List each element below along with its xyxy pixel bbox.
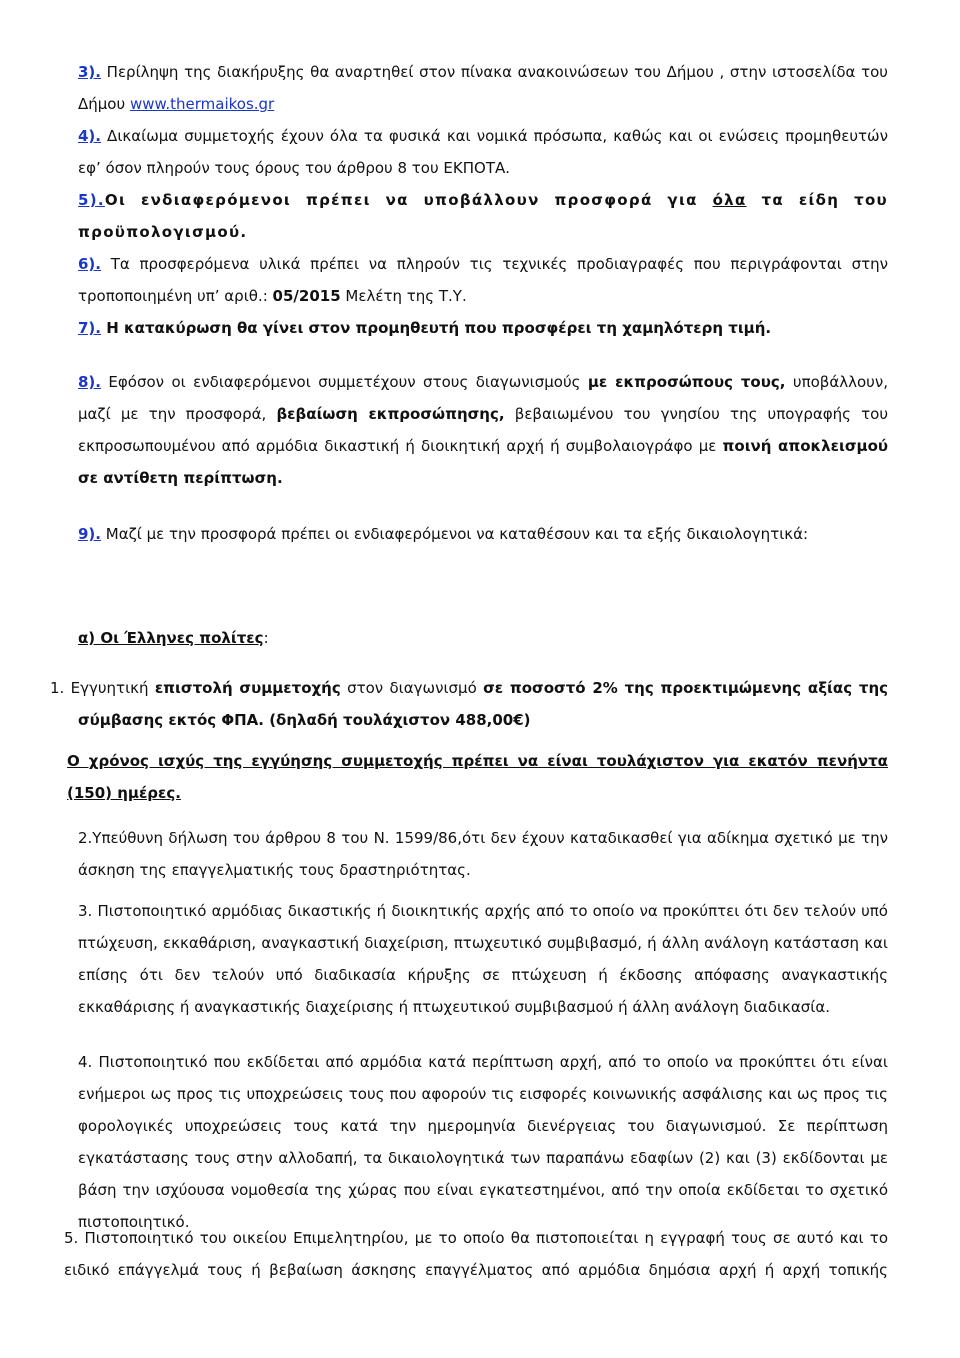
paragraph-number: 4).	[78, 127, 101, 145]
requirement-2: 2.Υπεύθυνη δήλωση του άρθρου 8 του Ν. 1599/86,ότι δεν έχουν καταδικασθεί για αδίκημα σχετικό με την άσκηση της επαγγελματικής τους δραστηριότητας.	[78, 829, 888, 879]
website-link[interactable]: www.thermaikos.gr	[129, 95, 275, 113]
section-heading-greek-citizens: α) Οι Έλληνες πολίτες:	[78, 629, 269, 647]
paragraph-8: 8). Εφόσον οι ενδιαφερόμενοι συμμετέχουν στους διαγωνισμούς με εκπροσώπους τους, υποβάλλουν, μαζί με την προσφορά, βεβαίωση εκπροσώπησης, βεβαιωμένου του γνησίου της υπογραφής του εκπροσωπουμένου από αρμόδια δικαστική ή διοικητική αρχή ή συμβολαιογράφο με ποινή αποκλεισμού σε αντίθετη περίπτωση.	[78, 373, 889, 487]
paragraph-number: 7).	[78, 319, 101, 337]
paragraph-number: 6).	[78, 255, 101, 273]
paragraph-number: 5).	[78, 191, 105, 209]
paragraph-number: 8).	[78, 373, 101, 391]
guarantee-validity-note: Ο χρόνος ισχύς της εγγύησης συμμετοχής πρέπει να είναι τουλάχιστον για εκατόν πενήντα (150) ημέρες.	[67, 752, 888, 802]
paragraph-6: 6). Τα προσφερόμενα υλικά πρέπει να πληρούν τις τεχνικές προδιαγραφές που περιγράφονται στην τροποποιημένη υπ’ αριθ.: 05/2015 Μελέτη της Τ.Υ.	[78, 255, 888, 305]
requirement-4: 4. Πιστοποιητικό που εκδίδεται από αρμόδια κατά περίπτωση αρχή, από το οποίο να προκύπτει ότι είναι ενήμεροι ως προς τις υποχρεώσεις τους που αφορούν τις εισφορές κοινωνικής ασφάλισης και ως προς τις φορολογικές υποχρεώσεις τους κατά την ημερομηνία διενέργειας του διαγωνισμού. Σε περίπτωση εγκατάστασης τους στην αλλοδαπή, τα δικαιολογητικά των παραπάνω εδαφίων (2) και (3) εκδίδονται με βάση την ισχύουσα νομοθεσία της χώρας που είναι εγκατεστημένοι, από την οποία εκδίδεται το σχετικό πιστοποιητικό.	[78, 1053, 888, 1231]
paragraph-7: 7). Η κατακύρωση θα γίνει στον προμηθευτή που προσφέρει τη χαμηλότερη τιμή.	[78, 319, 772, 337]
paragraph-5: 5).Οι ενδιαφερόμενοι πρέπει να υποβάλλουν προσφορά για όλα τα είδη του προϋπολογισμού.	[78, 191, 888, 241]
paragraph-4: 4). Δικαίωμα συμμετοχής έχουν όλα τα φυσικά και νομικά πρόσωπα, καθώς και οι ενώσεις προμηθευτών εφ’ όσον πληρούν τους όρους του άρθρου 8 του ΕΚΠΟΤΑ.	[78, 127, 888, 177]
paragraph-number: 9).	[78, 525, 101, 543]
requirement-5: 5. Πιστοποιητικό του οικείου Επιμελητηρίου, με το οποίο θα πιστοποιείται η εγγραφή τους σε αυτό και το ειδικό επάγγελμά τους ή βεβαίωση άσκησης επαγγέλματος από αρμόδια δημόσια αρχή ή αρχή τοπικής	[64, 1229, 888, 1279]
paragraph-3: 3). Περίληψη της διακήρυξης θα αναρτηθεί στον πίνακα ανακοινώσεων του Δήμου , στην ιστοσελίδα του Δήμου www.thermaikos.gr	[78, 63, 888, 113]
requirement-1: 1. Εγγυητική επιστολή συμμετοχής στον διαγωνισμό σε ποσοστό 2% της προεκτιμώμενης αξίας της σύμβασης εκτός ΦΠΑ. (δηλαδή τουλάχιστον 488,00€)	[50, 679, 889, 729]
paragraph-number: 3).	[78, 63, 101, 81]
paragraph-9: 9). Μαζί με την προσφορά πρέπει οι ενδιαφερόμενοι να καταθέσουν και τα εξής δικαιολογητικά:	[78, 525, 809, 543]
requirement-3: 3. Πιστοποιητικό αρμόδιας δικαστικής ή διοικητικής αρχής από το οποίο να προκύπτει ότι δεν τελούν υπό πτώχευση, εκκαθάριση, αναγκαστική διαχείριση, πτωχευτικό συμβιβασμό, ή άλλη ανάλογη κατάσταση και επίσης ότι δεν τελούν υπό διαδικασία κήρυξης σε πτώχευση ή έκδοσης απόφασης αναγκαστικής εκκαθάρισης ή αναγκαστικής διαχείρισης ή πτωχευτικού συμβιβασμού ή άλλη ανάλογη διαδικασία.	[78, 902, 888, 1016]
